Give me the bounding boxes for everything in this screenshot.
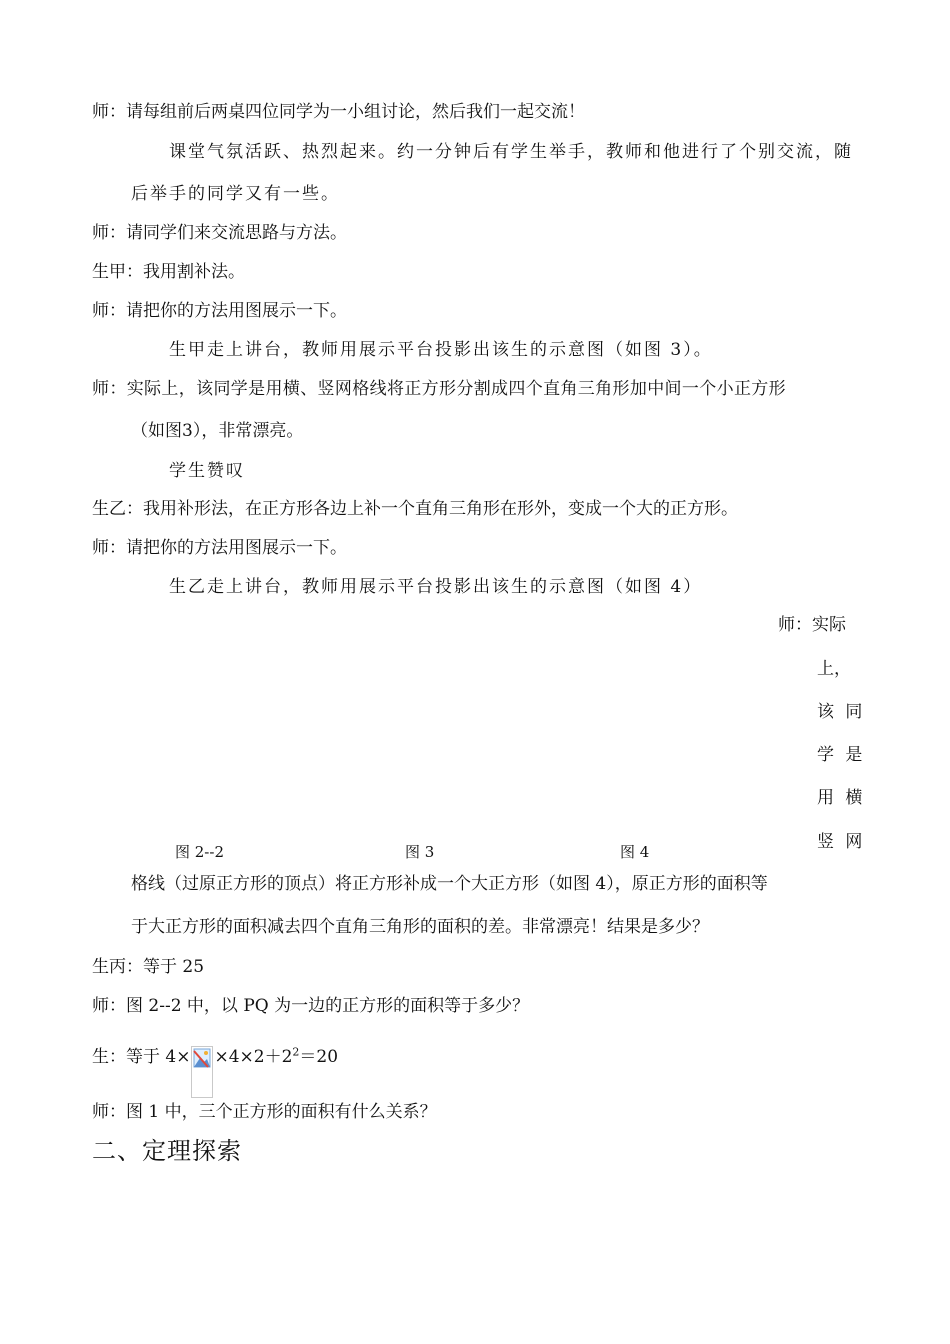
paragraph-students-praise: 学生赞叹 (169, 461, 245, 481)
paragraph-teacher-explain-fig4: 格线（过原正方形的顶点）将正方形补成一个大正方形（如图 4），原正方形的面积等 (131, 874, 768, 894)
paragraph-teacher-show-a: 师：请把你的方法用图展示一下。 (92, 301, 347, 321)
caption-figure-4: 图 4 (620, 843, 650, 861)
paragraph-teacher-question-fig1: 师：图 1 中，三个正方形的面积有什么关系？ (92, 1102, 437, 1122)
paragraph-student-c-answer: 生丙：等于 25 (92, 957, 205, 977)
formula-middle: ×4×2＋2 (214, 1047, 293, 1067)
paragraph-student-formula (92, 1046, 338, 1098)
paragraph-student-a-method: 生甲：我用割补法。 (92, 262, 245, 282)
caption-figure-2-2: 图 2--2 (175, 843, 224, 861)
paragraph-class-atmosphere-cont: 后举手的同学又有一些。 (131, 184, 340, 204)
paragraph-class-atmosphere: 课堂气氛活跃、热烈起来。约一分钟后有学生举手，教师和他进行了个别交流，随 (169, 142, 853, 162)
formula-exponent: 2 (292, 1045, 300, 1059)
wrapped-text-line-5: 用 横 (817, 788, 863, 808)
wrapped-text-line-4: 学 是 (817, 745, 863, 765)
broken-image-icon (191, 1046, 213, 1098)
formula-result: ＝20 (299, 1047, 339, 1067)
section-heading: 二、定理探索 (92, 1137, 242, 1165)
paragraph-student-a-stage: 生甲走上讲台，教师用展示平台投影出该生的示意图（如图 3）。 (169, 340, 713, 360)
paragraph-teacher-explain-fig3: 师：实际上，该同学是用横、竖网格线将正方形分割成四个直角三角形加中间一个小正方形 (92, 379, 786, 399)
paragraph-teacher-discuss: 师：请每组前后两桌四位同学为一小组讨论，然后我们一起交流！ (92, 102, 585, 122)
caption-figure-3: 图 3 (405, 843, 435, 861)
paragraph-teacher-explain-fig3-cont: （如图3），非常漂亮。 (131, 421, 304, 441)
paragraph-teacher-share: 师：请同学们来交流思路与方法。 (92, 223, 347, 243)
paragraph-teacher-show-b: 师：请把你的方法用图展示一下。 (92, 538, 347, 558)
paragraph-student-b-method: 生乙：我用补形法，在正方形各边上补一个直角三角形在形外，变成一个大的正方形。 (92, 499, 738, 519)
paragraph-teacher-question-pq: 师：图 2--2 中，以 PQ 为一边的正方形的面积等于多少？ (92, 996, 530, 1016)
paragraph-teacher-explain-fig4-cont: 于大正方形的面积减去四个直角三角形的面积的差。非常漂亮！结果是多少？ (131, 917, 709, 937)
wrapped-text-line-6: 竖 网 (817, 832, 863, 852)
formula-prefix: 生：等于 4× (92, 1047, 191, 1067)
paragraph-student-b-stage: 生乙走上讲台，教师用展示平台投影出该生的示意图（如图 4） (169, 577, 703, 597)
wrapped-text-line-2: 上， (817, 659, 851, 679)
wrapped-text-line-1: 师：实际 (778, 615, 846, 635)
wrapped-text-line-3: 该 同 (817, 702, 863, 722)
